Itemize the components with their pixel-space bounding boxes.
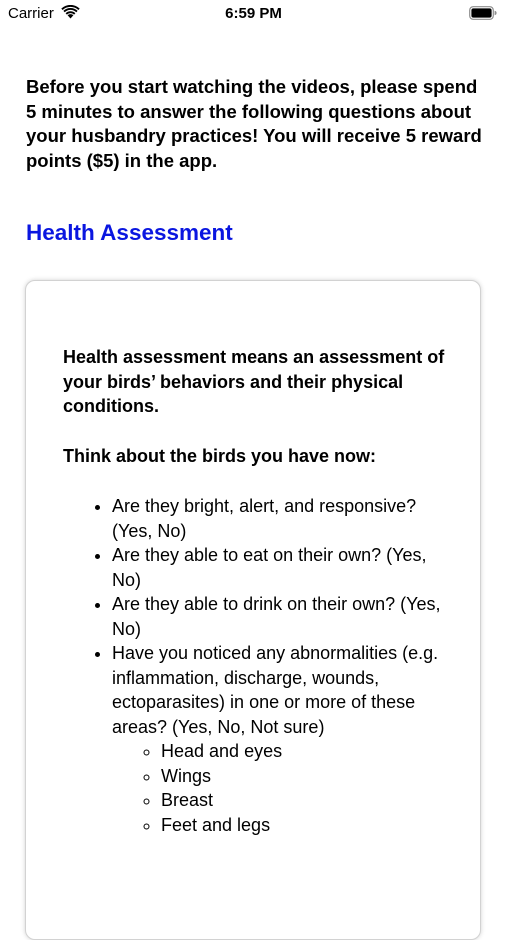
status-bar — [0, 0, 507, 28]
clock-time: 6:59 PM — [225, 5, 282, 22]
carrier-label: Carrier — [8, 5, 54, 22]
question-text: Are they able to eat on their own? (Yes, No) — [112, 545, 427, 590]
question-text: Are they able to drink on their own? (Yes, No) — [112, 594, 441, 639]
card-content — [63, 345, 458, 837]
question-text: Are they bright, alert, and responsive? (Yes, No) — [112, 496, 417, 541]
list-item — [112, 543, 458, 592]
question-list — [63, 494, 458, 837]
list-item: ◦ Breast — [161, 788, 458, 813]
list-item — [112, 494, 458, 543]
health-assessment-card — [25, 280, 481, 940]
list-item — [112, 592, 458, 641]
intro-text: Before you start watching the videos, please spend 5 minutes to answer the following questions about your husbandry practices! You will receive 5 reward points ($5) in the app. — [26, 76, 482, 171]
list-item: ◦ Head and eyes — [161, 739, 458, 764]
question-text: Have you noticed any abnormalities (e.g. inflammation, discharge, wounds, ectoparasites) in one or more of these areas? (Yes, No, Not sure) — [112, 643, 439, 737]
battery-icon — [469, 6, 497, 20]
prompt-text: Think about the birds you have now: — [63, 445, 377, 466]
area-list — [112, 739, 458, 837]
section-title: Health Assessment — [26, 220, 233, 245]
definition-text: Health assessment means an assessment of your birds’ behaviors and their physical conditions. — [63, 347, 445, 416]
list-item — [112, 641, 458, 837]
list-item: ◦ Wings — [161, 764, 458, 789]
list-item: ◦ Feet and legs — [161, 813, 458, 838]
